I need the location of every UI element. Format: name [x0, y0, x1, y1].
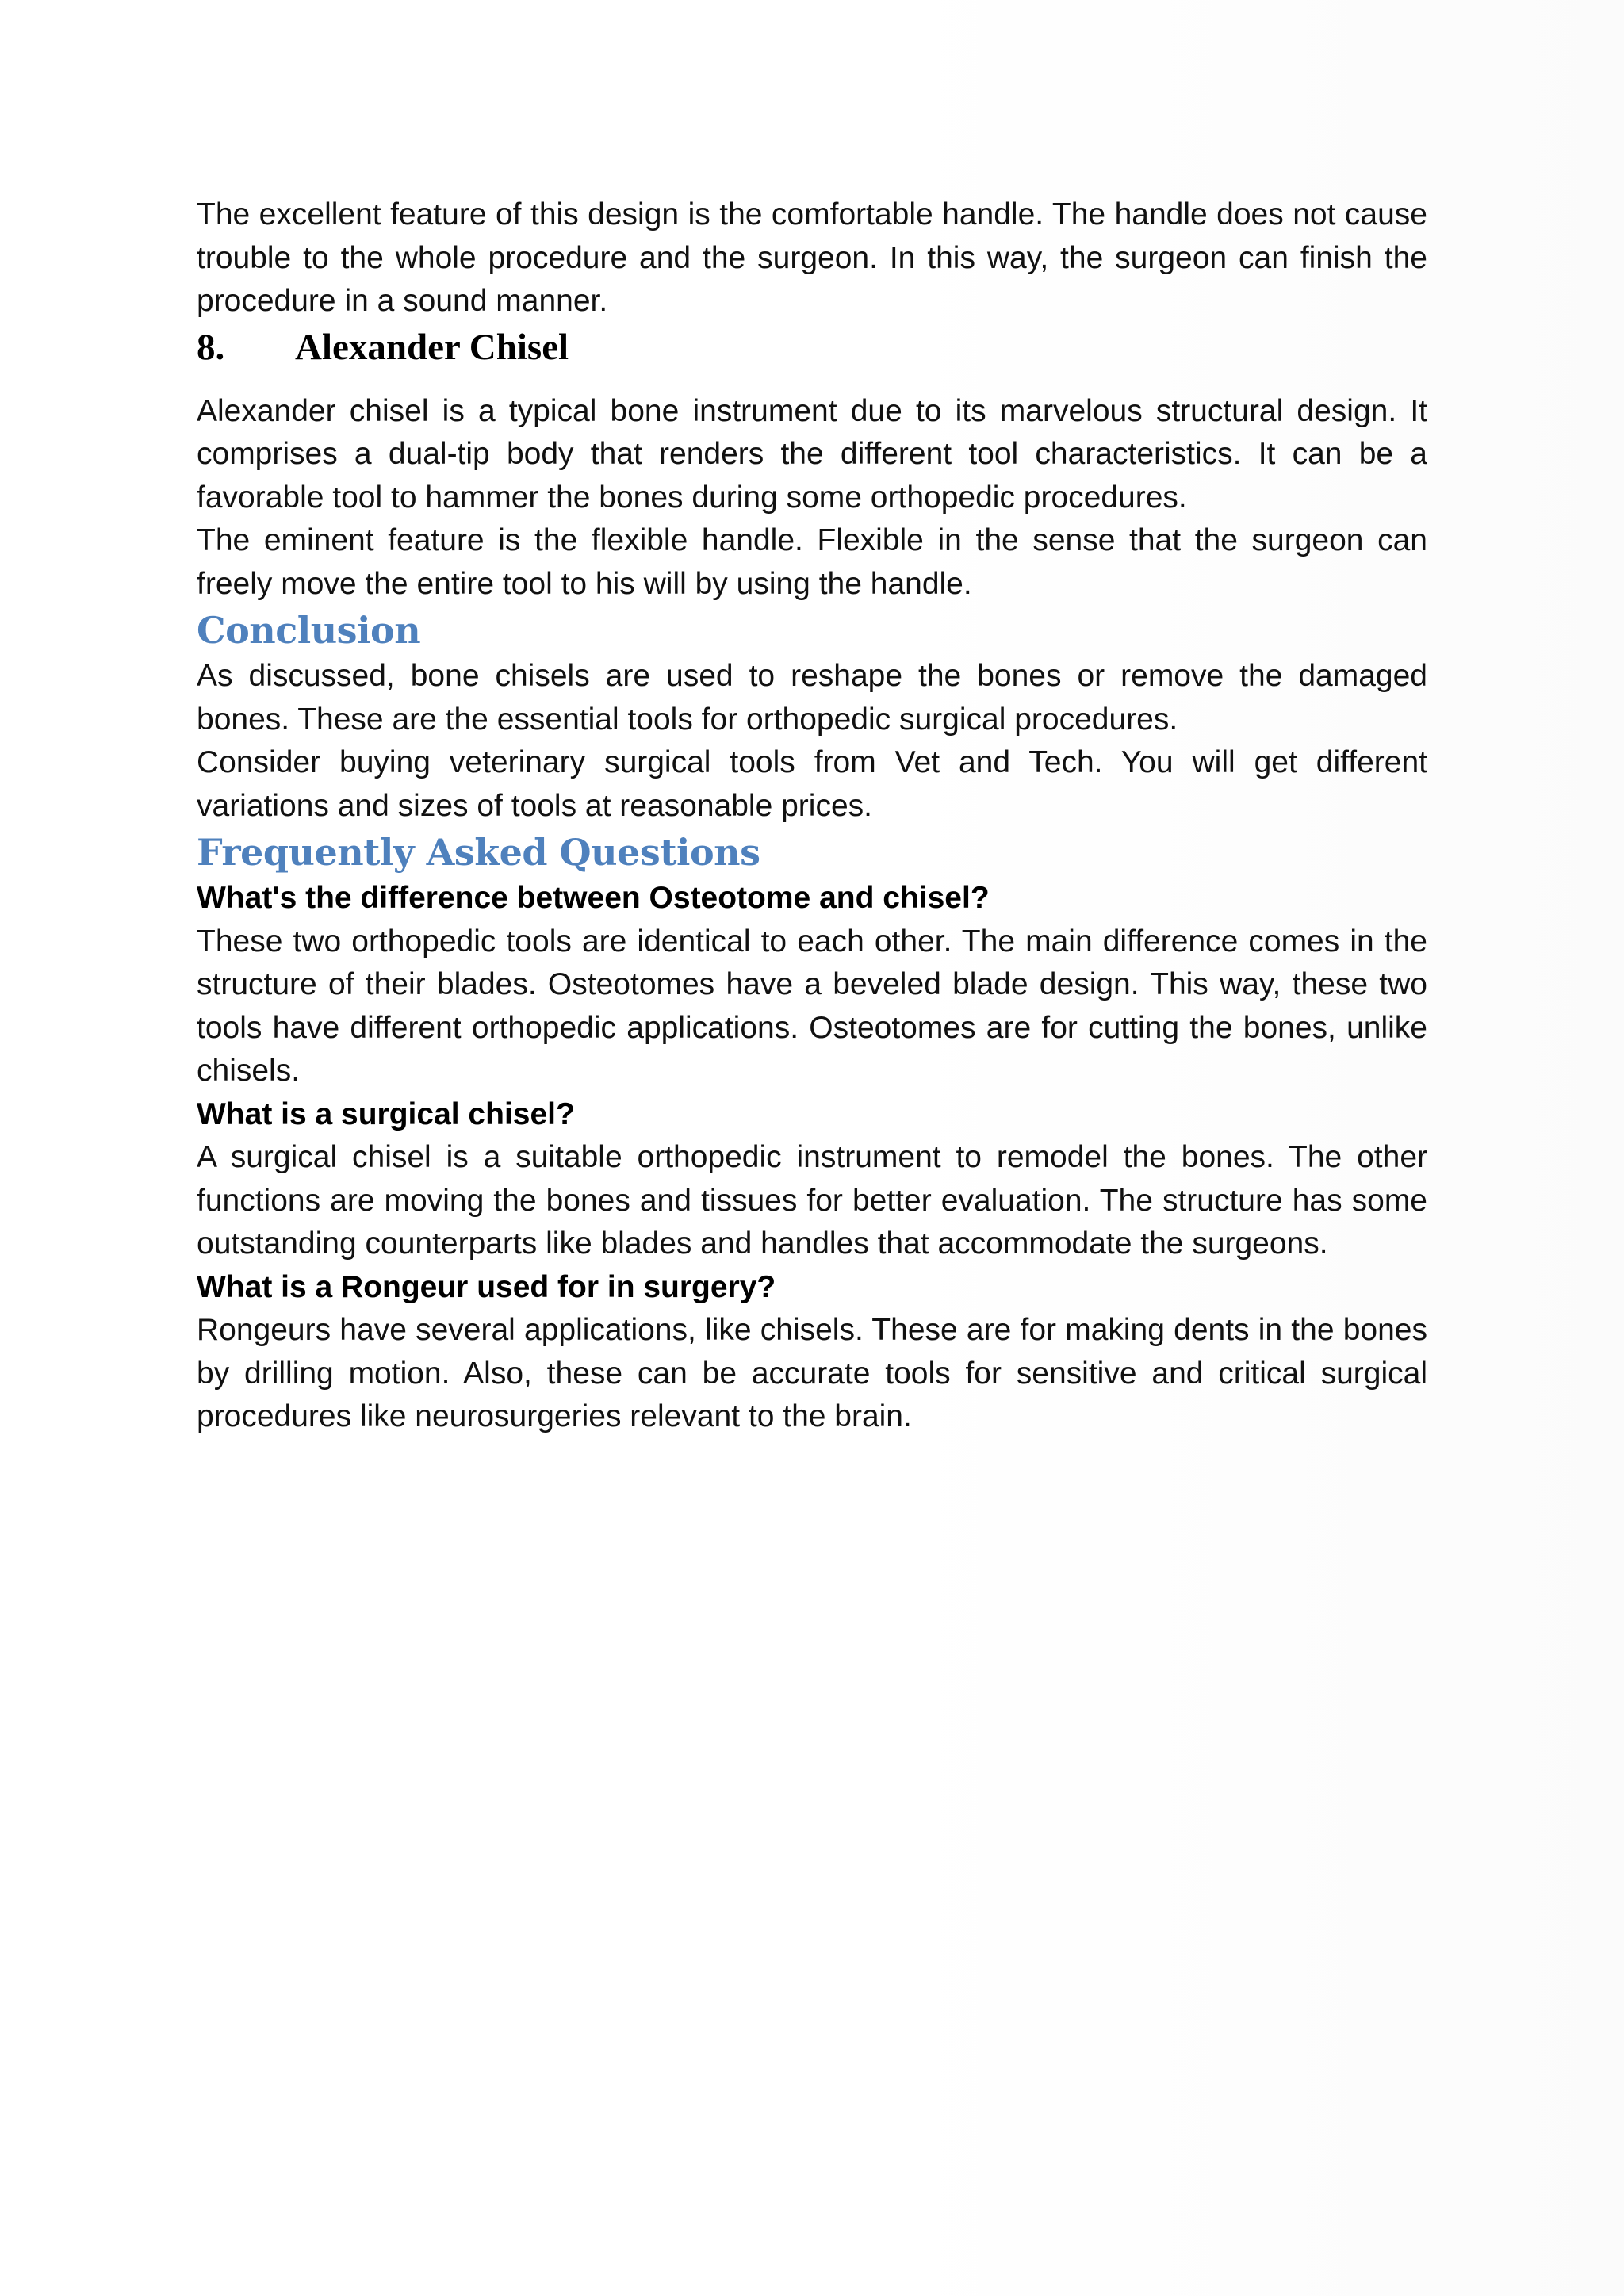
faq-answer: A surgical chisel is a suitable orthopedic instrument to remodel the bones. The other functions are moving the bones and tissues for better evaluation. The structure has some outstanding counterparts like blades and handles that accommodate the surgeons. — [197, 1140, 1427, 1261]
section-heading — [197, 323, 1427, 371]
section-paragraph: Alexander chisel is a typical bone instrument due to its marvelous structural design. It comprises a dual-tip body that renders the different tool characteristics. It can be a favorable tool to hammer the bones during some orthopedic procedures. — [197, 393, 1427, 515]
section-title: Alexander Chisel — [295, 326, 569, 368]
conclusion-heading: Conclusion — [197, 609, 421, 652]
conclusion-paragraph: As discussed, bone chisels are used to reshape the bones or remove the damaged bones. These are the essential tools for orthopedic surgical procedures. — [197, 659, 1427, 737]
section-paragraph: The eminent feature is the flexible handle. Flexible in the sense that the surgeon can freely move the entire tool to his will by using the handle. — [197, 523, 1427, 601]
faq-answer: Rongeurs have several applications, like chisels. These are for making dents in the bones by drilling motion. Also, these can be accurate tools for sensitive and critical surgical procedures like neurosurgeries relevant to the brain. — [197, 1313, 1427, 1433]
faq-question: What is a surgical chisel? — [197, 1096, 575, 1131]
faq-answer: These two orthopedic tools are identical to each other. The main difference comes in the structure of their blades. Osteotomes have a beveled blade design. This way, these two tools have different orthopedic applications. Osteotomes are for cutting the bones, unlike chisels. — [197, 924, 1427, 1088]
section-number: 8. — [197, 326, 225, 368]
conclusion-paragraph: Consider buying veterinary surgical tools from Vet and Tech. You will get different variations and sizes of tools at reasonable prices. — [197, 745, 1427, 823]
faq-heading: Frequently Asked Questions — [197, 831, 760, 874]
faq-question: What is a Rongeur used for in surgery? — [197, 1269, 776, 1304]
document-content — [197, 193, 1427, 1439]
faq-question: What's the difference between Osteotome and chisel? — [197, 881, 990, 915]
intro-paragraph: The excellent feature of this design is the comfortable handle. The handle does not cause trouble to the whole procedure and the surgeon. In this way, the surgeon can finish the procedure in a sound manner. — [197, 197, 1427, 318]
